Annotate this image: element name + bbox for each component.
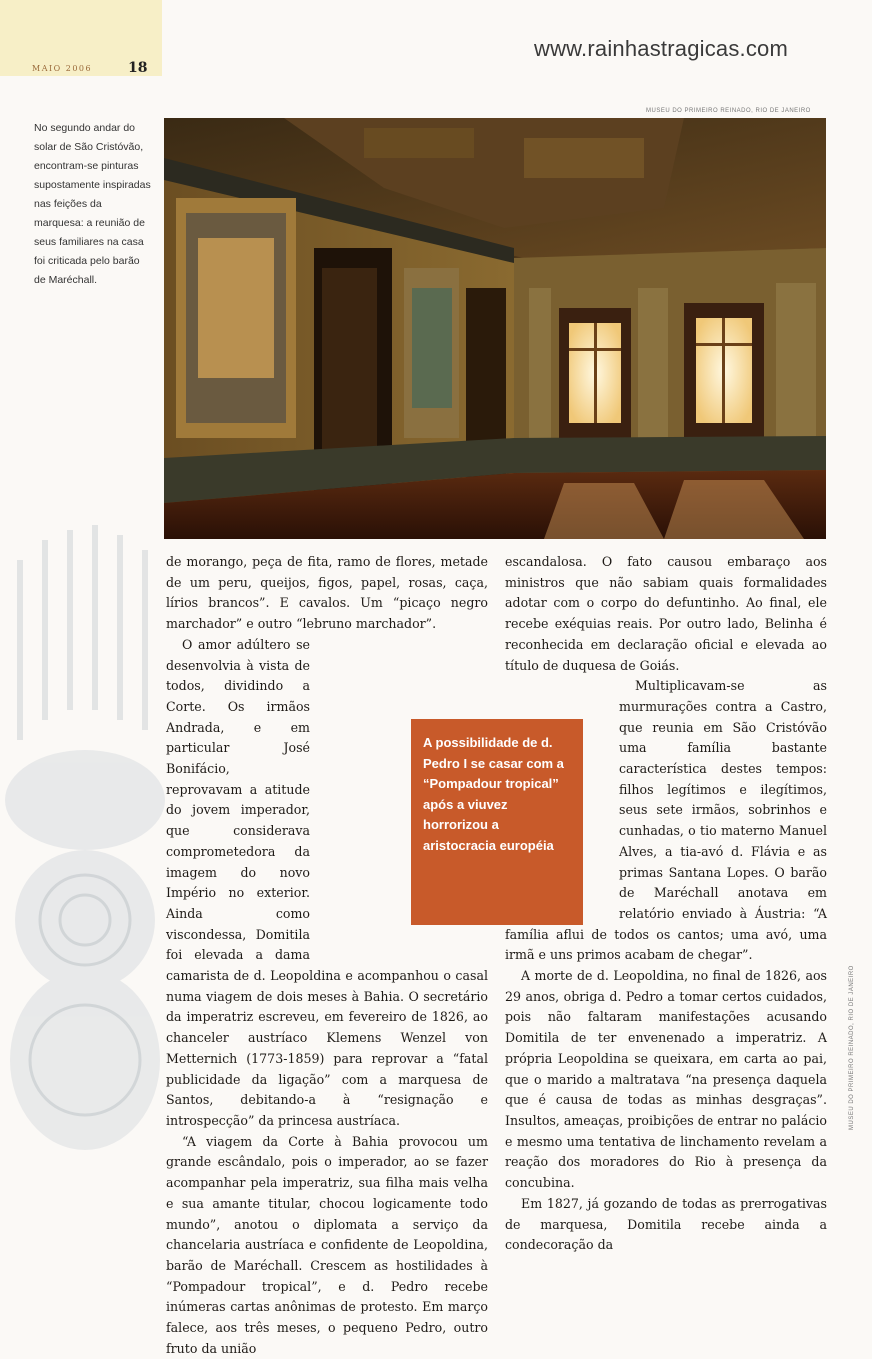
paragraph: Multiplicavam-se as murmurações contra a Castro, que reunia em São Cristóvão uma família bastante característica destes tempos: filhos legítimos e ilegítimos, seus sete irmãos, sobrinhos e cunhadas, o tio materno Manuel Alves, a tia-avó d. Flávia e as primas Santana Lopes. O barão de Maréchall anotava em relatório enviado à Áustria: “A família aflui de todos os cantos; uma avó, uma irmã e uns primos acabam de chegar”. [505,678,827,963]
paragraph: “A viagem da Corte à Bahia provocou um grande escândalo, pois o imperador, ao se fazer acompanhar pela imperatriz, sua filha mais velha e sua amante titular, chocou logicamente todo mundo”, anotou o diplomata a serviço da chancelaria austríaca e confidente de Leopoldina, barão de Maréchall. Crescem as hostilidades à “Pompadour tropical”, e d. Pedro recebe inúmeras cartas anônimas de protesto. Em março falece, aos três meses, o pequeno Pedro, outro fruto da união [166,1133,488,1356]
watermark-url: www.rainhastragicas.com [534,36,789,61]
paragraph: de morango, peça de fita, ramo de flores, metade de um peru, queijos, figos, papel, rosas, caça, lírios brancos”. E cavalos. Um “picaço negro marchador” e outro “lebruno marchador”. [166,554,488,632]
paragraph: A morte de d. Leopoldina, no final de 1826, aos 29 anos, obriga d. Pedro a tomar certos cuidados, pois não faltaram manifestações acusando Domitila de ter envenenado a imperatriz. A própria Leopoldina se queixara, em carta ao pai, que o marido a maltratava “na presença daquela que é causa de todas as minhas desgraças”. Insultos, ameaças, proibições de entrar no palácio e mesmo uma tentativa de linchamento revelam a reação dos moradores do Rio à presença da concubina. [505,968,827,1191]
paragraph: escandalosa. O fato causou embaraço aos ministros que não sabiam quais formalidades adotar com o corpo do defuntinho. Ao final, ele recebe exéquias reais. Por outro lado, Belinha é reconhecida em declaração oficial e elevada ao título de duquesa de Goiás. [505,554,827,673]
photo-credit-side: MUSEU DO PRIMEIRO REINADO, RIO DE JANEIRO [849,965,855,1130]
room-photo [164,118,826,539]
photo-caption: No segundo andar do solar de São Cristóvão, encontram-se pinturas supostamente inspiradas nas feições da marquesa: a reunião de seus familiares na casa foi criticada pelo barão de Maréchall. [34,122,151,286]
photo-credit-top: MUSEU DO PRIMEIRO REINADO, RIO DE JANEIRO [646,108,811,114]
decorative-ornament [0,520,180,1200]
pull-quote-space-right [505,738,613,912]
folio-month: MAIO 2006 [32,64,93,73]
article-column-1 [166,552,488,1359]
article-column-2 [505,552,827,1256]
paragraph: Em 1827, já gozando de todas as prerrogativas de marquesa, Domitila recebe ainda a condecoração da [505,1195,827,1253]
paragraph: O amor adúltero se desenvolvia à vista de todos, dividindo a Corte. Os irmãos Andrada, e em particular José Bonifácio, reprovavam a atitude do jovem imperador, que considerava comprometedora da imagem do novo Império no exterior. Ainda como viscondessa, Domitila foi elevada a dama camarista de d. Leopoldina e acompanhou o casal numa viagem de dois meses à Bahia. O secretário da imperatriz escreveu, em fevereiro de 1826, ao chanceler austríaco Klemens Wenzel von Metternich (1773-1859) para reprovar a “fatal publicidade da ligação” com a marquesa de Santos, debitando-a à “resignação e introspecção” da princesa austríaca. [166,636,488,1128]
page-number: 18 [128,60,148,76]
pull-quote-text: A possibilidade de d. Pedro I se casar com a “Pompadour tropical” após a viuvez horrorizou a aristocracia européia [423,735,564,853]
pull-quote-space-left [320,780,488,954]
